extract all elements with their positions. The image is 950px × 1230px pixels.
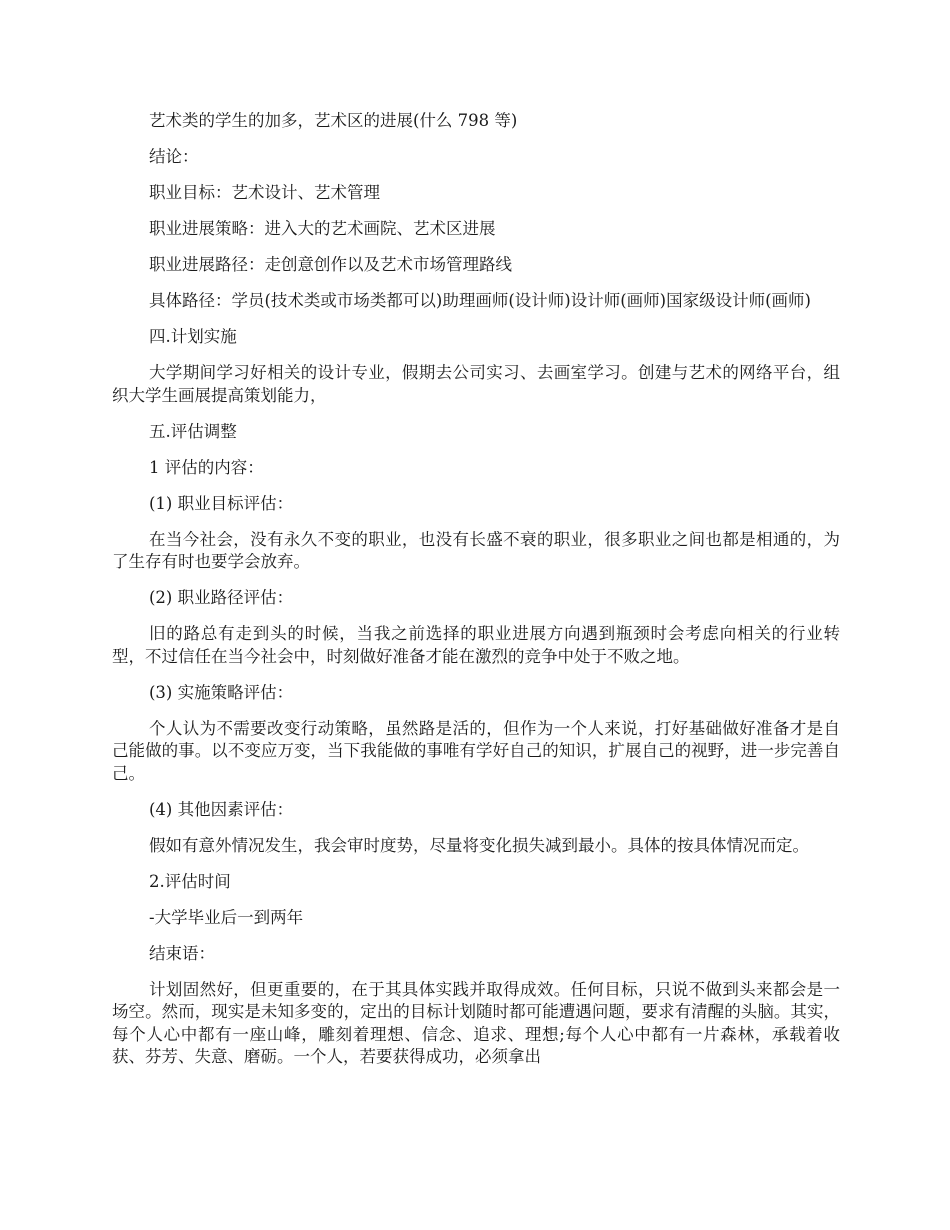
section-heading-plan-implementation: 四.计划实施 [149,327,237,346]
paragraph-career-path: 职业进展路径：走创意创作以及艺术市场管理路线 [149,255,512,274]
subheading-strategy-evaluation: (3) 实施策略评估： [149,682,294,702]
subheading-goal-evaluation: (1) 职业目标评估： [149,493,294,513]
subheading-evaluation-time: 2.评估时间 [149,871,231,891]
paragraph-art-district: 艺术类的学生的加多，艺术区的进展(什么 798 等) [149,111,518,130]
subheading-path-evaluation: (2) 职业路径评估： [149,588,294,607]
document-body [112,110,840,1082]
paragraph-career-goal: 职业目标：艺术设计、艺术管理 [149,183,380,202]
paragraph-plan-implementation: 大学期间学习好相关的设计专业，假期去公司实习、去画室学习。创建与艺术的网络平台，组织大学生画展提高策划能力， [112,363,840,405]
paragraph-conclusion-heading: 结论： [149,147,199,166]
paragraph-career-strategy: 职业进展策略：进入大的艺术画院、艺术区进展 [149,219,496,238]
section-heading-evaluation: 五.评估调整 [149,421,237,441]
paragraph-path-evaluation: 旧的路总有走到头的时候，当我之前选择的职业进展方向遇到瓶颈时会考虑向相关的行业转型，不过信任在当今社会中，时刻做好准备才能在激烈的竞争中处于不败之地。 [112,624,840,666]
subheading-evaluation-content: 1 评估的内容： [149,457,264,477]
paragraph-strategy-evaluation: 个人认为不需要改变行动策略，虽然路是活的，但作为一个人来说，打好基础做好准备才是自己能做的事。以不变应万变，当下我能做的事唯有学好自己的知识，扩展自己的视野，进一步完善自己。 [112,718,840,783]
paragraph-specific-path: 具体路径：学员(技术类或市场类都可以)助理画师(设计师)设计师(画师)国家级设计师(画师) [149,291,811,310]
paragraph-evaluation-time: -大学毕业后一到两年 [149,907,304,927]
heading-closing-remarks: 结束语： [149,943,215,963]
paragraph-goal-evaluation: 在当今社会，没有永久不变的职业，也没有长盛不衰的职业，很多职业之间也都是相通的，为了生存有时也要学会放弃。 [112,529,840,571]
paragraph-closing-remarks: 计划固然好，但更重要的，在于其具体实践并取得成效。任何目标，只说不做到头来都会是一场空。然而，现实是未知多变的，定出的目标计划随时都可能遭遇问题，要求有清醒的头脑。其实，每个人心中都有一座山峰，雕刻着理想、信念、追求、理想;每个人心中都有一片森林，承载着收获、芬芳、失意、磨砺。一个人，若要获得成功，必须拿出 [112,979,840,1066]
paragraph-other-factors: 假如有意外情况发生，我会审时度势，尽量将变化损失减到最小。具体的按具体情况而定。 [149,835,809,855]
subheading-other-factors: (4) 其他因素评估： [149,799,294,819]
